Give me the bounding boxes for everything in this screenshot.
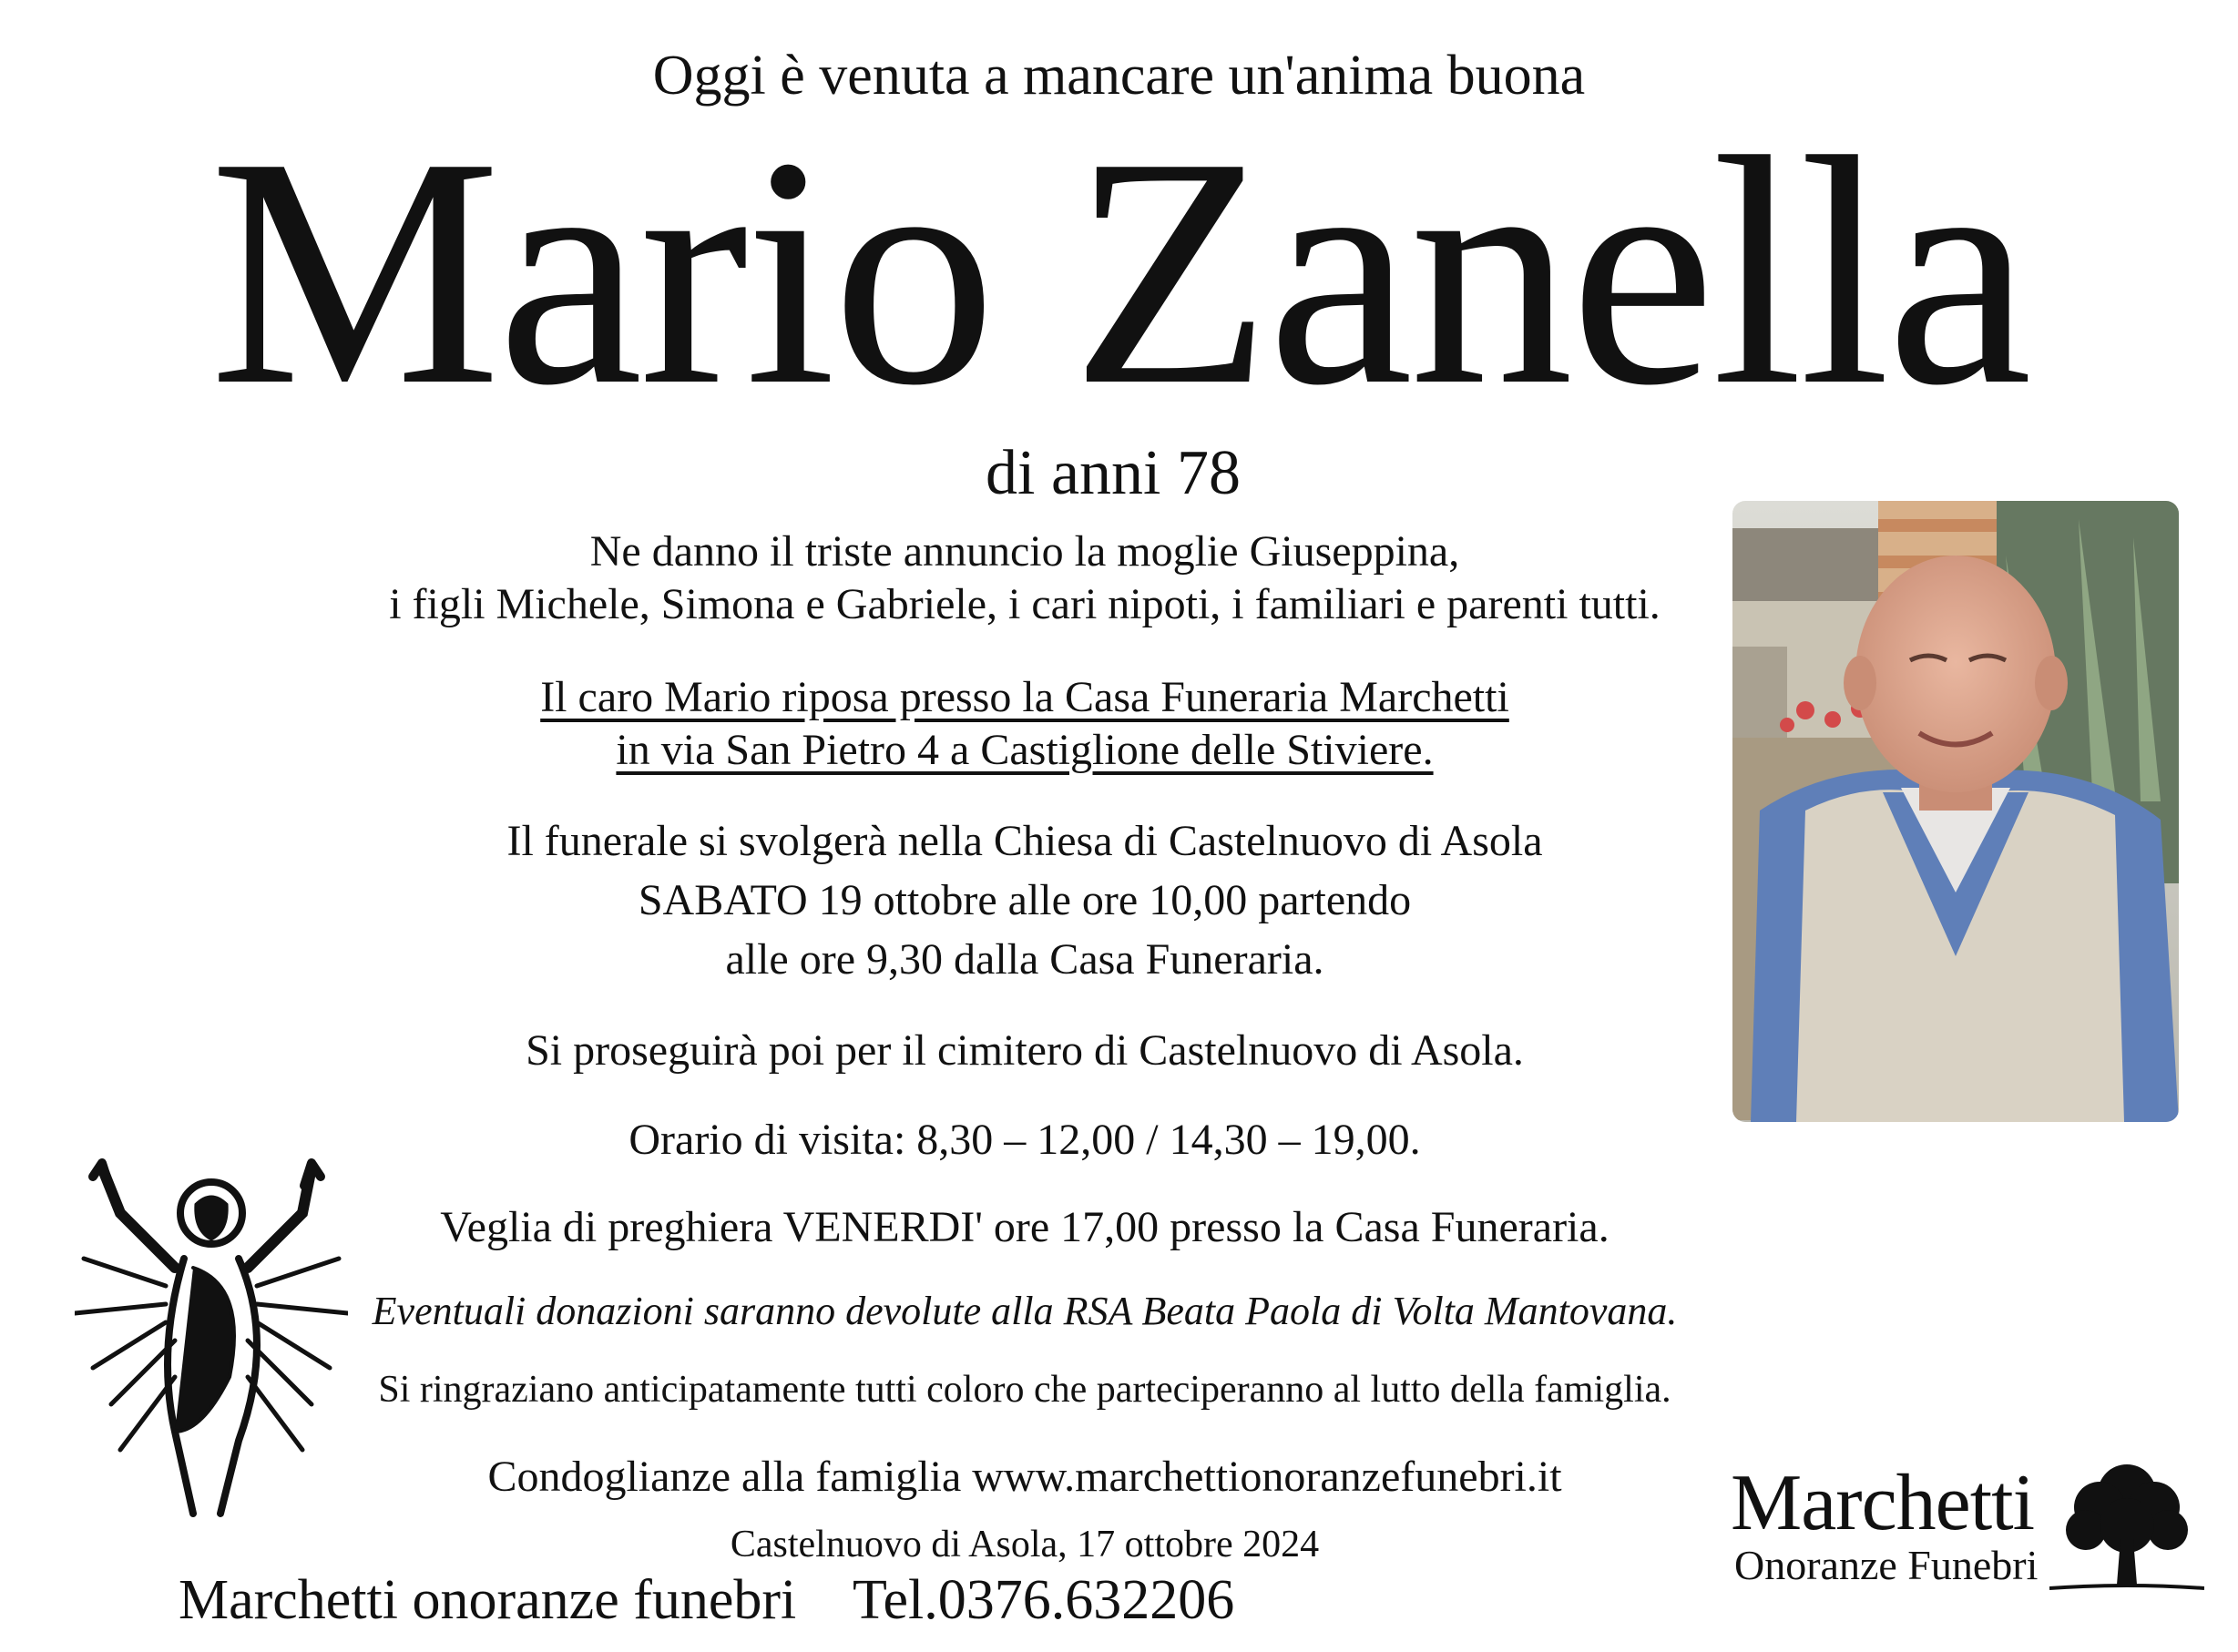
risen-christ-icon — [75, 1149, 348, 1523]
announcement-line-1: Ne danno il triste annuncio la moglie Giuseppina, — [589, 527, 1460, 576]
logo-brand: Marchetti — [1731, 1459, 2035, 1547]
tree-icon — [2049, 1457, 2204, 1594]
cemetery-line: Si proseguirà poi per il cimitero di Castelnuovo di Asola. — [526, 1026, 1524, 1075]
footer-phone: Tel.0376.632206 — [853, 1569, 1235, 1631]
age-line: di anni 78 — [986, 438, 1241, 508]
deceased-name: Mario Zanella — [209, 89, 2029, 453]
condolences-line: Condoglianze alla famiglia www.marchettionoranzefunebri.it — [487, 1453, 1562, 1501]
vigil-line: Veglia di preghiera VENERDI' ore 17,00 presso la Casa Funeraria. — [440, 1203, 1610, 1251]
logo-subtitle: Onoranze Funebri — [1734, 1542, 2039, 1588]
announcement-line-2: i figli Michele, Simona e Gabriele, i cari nipoti, i familiari e parenti tutti. — [389, 580, 1661, 628]
resting-line-2 — [301, 725, 1749, 775]
funeral-line-3: alle ore 9,30 dalla Casa Funeraria. — [725, 935, 1324, 984]
resting-text-2: in via San Pietro 4 a Castiglione delle Stiviere. — [616, 726, 1434, 774]
company-logo — [1731, 1457, 2204, 1594]
date-place-line: Castelnuovo di Asola, 17 ottobre 2024 — [730, 1524, 1320, 1565]
portrait-photo — [1732, 501, 2179, 1122]
intro-line: Oggi è venuta a mancare un'anima buona — [652, 45, 1586, 107]
funeral-line-1: Il funerale si svolgerà nella Chiesa di Castelnuovo di Asola — [506, 817, 1543, 865]
resting-text-1: Il caro Mario riposa presso la Casa Funeraria Marchetti — [540, 673, 1509, 721]
donations-line: Eventuali donazioni saranno devolute alla RSA Beata Paola di Volta Mantovana. — [372, 1289, 1678, 1333]
thanks-line: Si ringraziano anticipatamente tutti coloro che parteciperanno al lutto della famiglia. — [378, 1369, 1671, 1411]
funeral-line-2: SABATO 19 ottobre alle ore 10,00 partendo — [638, 876, 1412, 924]
resting-line-1 — [301, 672, 1749, 722]
footer-company: Marchetti onoranze funebri — [179, 1569, 797, 1631]
visiting-hours: Orario di visita: 8,30 – 12,00 / 14,30 – 19,00. — [628, 1116, 1421, 1164]
